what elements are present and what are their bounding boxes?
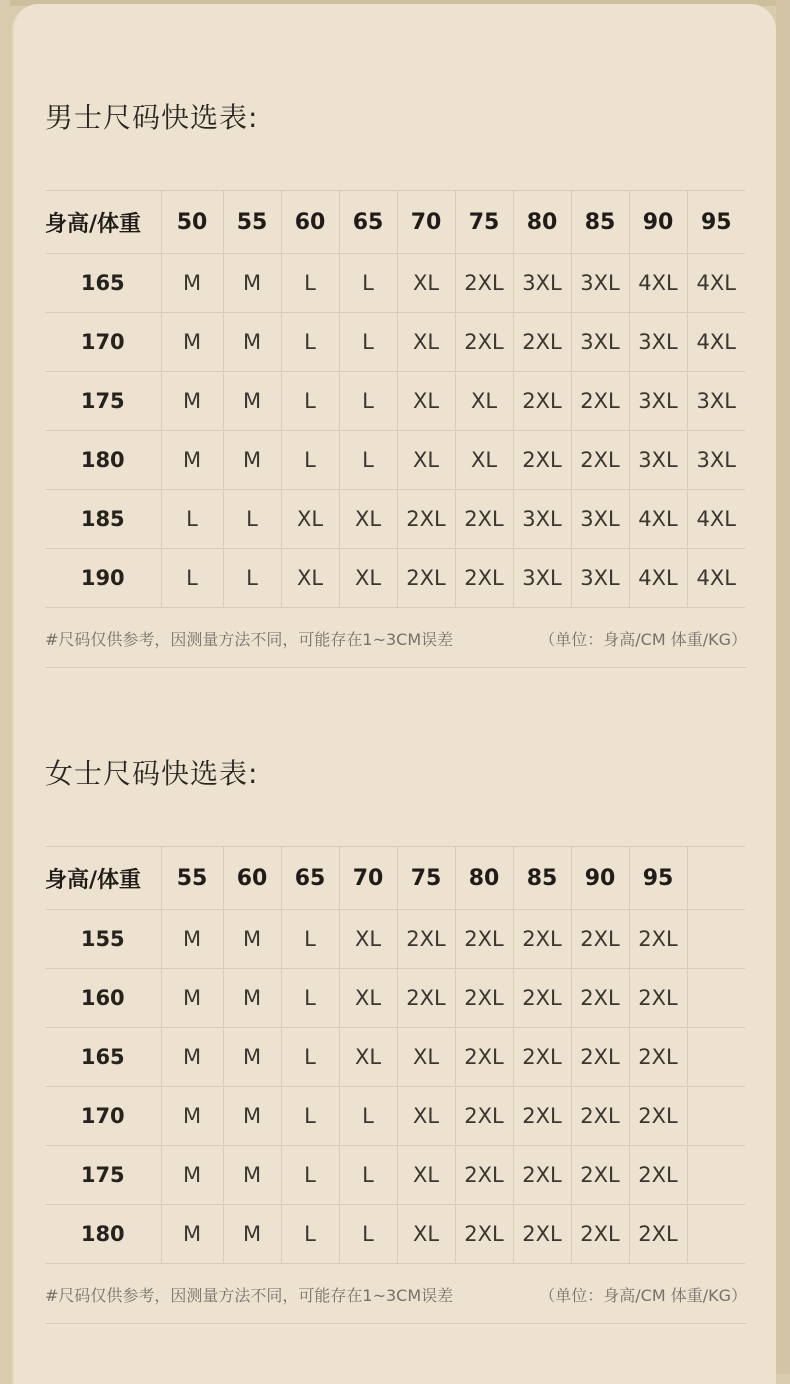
women-size-chart-title: 女士尺码快选表: [45,757,259,790]
size-cell: L [281,910,339,969]
size-cell: M [161,1205,223,1264]
size-cell: 3XL [629,313,687,372]
size-cell: L [281,372,339,431]
size-cell: 2XL [571,372,629,431]
size-cell: 2XL [571,431,629,490]
size-cell: 2XL [513,431,571,490]
size-cell: M [223,910,281,969]
height-cell: 165 [45,254,161,313]
size-cell: 2XL [513,969,571,1028]
size-cell: M [223,1087,281,1146]
size-cell: 2XL [455,549,513,608]
size-cell: 2XL [571,1146,629,1205]
height-cell: 185 [45,490,161,549]
size-cell: M [223,1146,281,1205]
women-weight-header: 95 [629,847,687,910]
size-cell: 2XL [397,549,455,608]
size-cell: XL [397,313,455,372]
size-cell: XL [339,969,397,1028]
height-cell: 190 [45,549,161,608]
size-cell: M [161,254,223,313]
size-cell: L [161,490,223,549]
men-weight-header: 90 [629,191,687,254]
size-cell: 2XL [455,1087,513,1146]
table-row [45,549,745,608]
table-row [45,313,745,372]
size-cell: L [281,254,339,313]
size-cell: XL [397,1087,455,1146]
size-cell: 2XL [455,254,513,313]
size-cell: 2XL [455,313,513,372]
size-cell: 3XL [513,490,571,549]
table-row [45,910,745,969]
size-cell: L [281,1087,339,1146]
women-weight-header: 60 [223,847,281,910]
women-weight-header: 65 [281,847,339,910]
women-weight-header: 90 [571,847,629,910]
size-cell-empty [687,1205,745,1264]
size-cell: M [223,969,281,1028]
size-cell: XL [339,910,397,969]
men-weight-header: 50 [161,191,223,254]
size-cell: 2XL [455,1146,513,1205]
men-weight-header: 85 [571,191,629,254]
size-cell: 2XL [571,910,629,969]
size-cell: L [281,1146,339,1205]
measurement-disclaimer: #尺码仅供参考，因测量方法不同，可能存在1~3CM误差 [45,1285,454,1305]
size-cell: XL [397,431,455,490]
size-cell: 2XL [629,1146,687,1205]
size-cell: XL [339,549,397,608]
size-cell: L [339,313,397,372]
men-size-note [45,609,747,668]
size-cell: M [161,910,223,969]
size-cell: 2XL [571,1087,629,1146]
size-cell: M [223,313,281,372]
size-cell: XL [339,490,397,549]
size-cell: 2XL [397,969,455,1028]
size-cell: 2XL [629,1028,687,1087]
size-cell: 3XL [571,549,629,608]
size-cell: 2XL [629,910,687,969]
size-cell: 2XL [571,969,629,1028]
size-cell: 2XL [513,372,571,431]
size-cell: 3XL [629,431,687,490]
women-weight-header: 75 [397,847,455,910]
unit-label: （单位：身高/CM 体重/KG） [539,629,747,649]
size-cell: L [223,549,281,608]
size-cell: M [223,431,281,490]
size-cell-empty [687,1087,745,1146]
size-cell: L [281,431,339,490]
size-cell: XL [281,490,339,549]
size-cell: M [223,254,281,313]
size-cell: 2XL [629,969,687,1028]
table-row [45,490,745,549]
women-corner-label: 身高/体重 [45,847,161,910]
size-cell: 2XL [513,910,571,969]
measurement-disclaimer: #尺码仅供参考，因测量方法不同，可能存在1~3CM误差 [45,629,454,649]
women-weight-header: 55 [161,847,223,910]
size-cell: 3XL [571,254,629,313]
men-header-row [45,191,745,254]
size-cell: 3XL [571,313,629,372]
size-cell: L [281,1028,339,1087]
size-cell: L [281,1205,339,1264]
men-weight-header: 80 [513,191,571,254]
height-cell: 155 [45,910,161,969]
women-weight-header: 80 [455,847,513,910]
table-row [45,254,745,313]
size-cell: L [339,1146,397,1205]
size-cell: 2XL [455,1205,513,1264]
height-cell: 165 [45,1028,161,1087]
size-cell: M [223,1028,281,1087]
size-cell: M [223,1205,281,1264]
women-header-row [45,847,745,910]
men-size-table [45,190,745,608]
size-cell: L [339,372,397,431]
height-cell: 180 [45,1205,161,1264]
size-cell: L [339,1087,397,1146]
women-size-note [45,1265,747,1324]
size-cell: 2XL [513,1146,571,1205]
size-cell: 2XL [513,1028,571,1087]
size-cell: 3XL [687,431,745,490]
size-cell: 3XL [571,490,629,549]
height-cell: 175 [45,1146,161,1205]
unit-label: （单位：身高/CM 体重/KG） [539,1285,747,1305]
women-weight-header-empty [687,847,745,910]
size-cell: L [339,254,397,313]
size-cell-empty [687,1146,745,1205]
men-weight-header: 95 [687,191,745,254]
size-cell: L [281,969,339,1028]
size-cell: M [161,372,223,431]
size-cell: 2XL [513,1087,571,1146]
frame-right-border [776,0,790,1374]
table-row [45,1087,745,1146]
table-row [45,1146,745,1205]
height-cell: 170 [45,1087,161,1146]
size-cell: 2XL [513,313,571,372]
size-cell: M [161,313,223,372]
size-cell: XL [397,1146,455,1205]
height-cell: 170 [45,313,161,372]
size-cell: 4XL [629,254,687,313]
size-cell: 4XL [687,549,745,608]
table-row [45,372,745,431]
size-cell: 4XL [687,254,745,313]
size-cell: L [281,313,339,372]
size-cell: 3XL [513,254,571,313]
men-corner-label: 身高/体重 [45,191,161,254]
men-weight-header: 60 [281,191,339,254]
table-row [45,1205,745,1264]
size-cell: XL [455,372,513,431]
size-cell: M [161,1028,223,1087]
men-weight-header: 65 [339,191,397,254]
size-cell-empty [687,910,745,969]
size-cell: XL [397,1205,455,1264]
men-size-chart-title: 男士尺码快选表: [45,101,259,134]
women-weight-header: 70 [339,847,397,910]
size-cell: 2XL [397,910,455,969]
size-cell: 4XL [629,490,687,549]
size-cell: XL [397,1028,455,1087]
height-cell: 180 [45,431,161,490]
size-cell: XL [397,372,455,431]
size-cell: 2XL [571,1205,629,1264]
size-cell: M [223,372,281,431]
size-cell-empty [687,1028,745,1087]
size-cell: M [161,431,223,490]
size-cell: 4XL [687,490,745,549]
size-cell: XL [339,1028,397,1087]
size-cell: 3XL [629,372,687,431]
size-cell: 2XL [455,910,513,969]
size-cell: 2XL [513,1205,571,1264]
size-cell: XL [455,431,513,490]
size-cell: 4XL [629,549,687,608]
size-cell: XL [397,254,455,313]
size-cell-empty [687,969,745,1028]
size-cell: 3XL [687,372,745,431]
table-row [45,431,745,490]
height-cell: 175 [45,372,161,431]
size-cell: 2XL [571,1028,629,1087]
women-size-table [45,846,745,1264]
size-cell: L [161,549,223,608]
men-weight-header: 55 [223,191,281,254]
size-cell: 3XL [513,549,571,608]
size-cell: M [161,1146,223,1205]
men-weight-header: 75 [455,191,513,254]
men-weight-header: 70 [397,191,455,254]
size-cell: 4XL [687,313,745,372]
size-cell: L [339,1205,397,1264]
table-row [45,969,745,1028]
size-cell: XL [281,549,339,608]
size-cell: 2XL [629,1087,687,1146]
size-cell: M [161,969,223,1028]
size-cell: 2XL [629,1205,687,1264]
size-cell: L [339,431,397,490]
size-cell: 2XL [397,490,455,549]
table-row [45,1028,745,1087]
size-cell: 2XL [455,490,513,549]
size-cell: L [223,490,281,549]
height-cell: 160 [45,969,161,1028]
size-cell: 2XL [455,969,513,1028]
women-weight-header: 85 [513,847,571,910]
size-cell: M [161,1087,223,1146]
size-cell: 2XL [455,1028,513,1087]
